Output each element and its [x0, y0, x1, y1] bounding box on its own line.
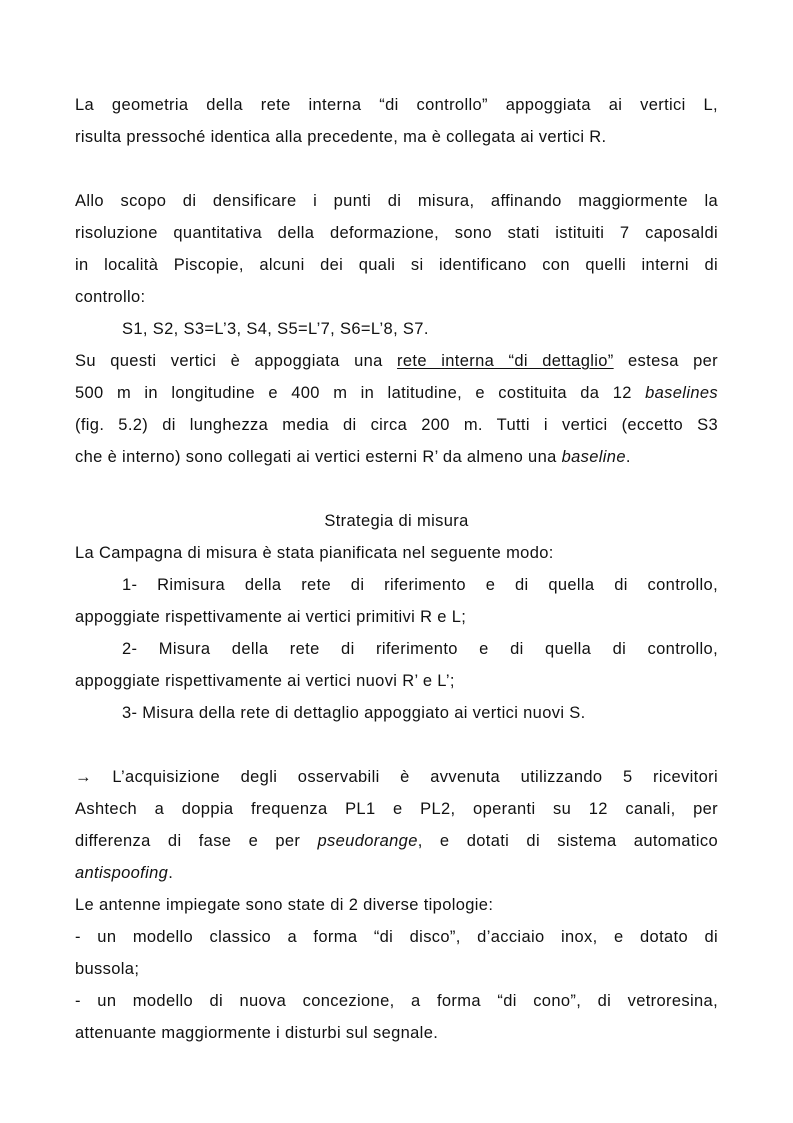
paragraph2-line7: (fig. 5.2) di lunghezza media di circa 200 m. Tutti i vertici (eccetto S3: [75, 416, 718, 434]
section-heading: Strategia di misura: [324, 512, 469, 530]
paragraph3-line1: [75, 761, 718, 793]
list-item-1-line1: 1- Rimisura della rete di riferimento e di quella di controllo,: [122, 576, 718, 594]
paragraph3-line4: [75, 857, 718, 889]
paragraph3-line5: Le antenne impiegate sono state di 2 diverse tipologie:: [75, 896, 494, 914]
list-item-2-line2: appoggiate rispettivamente ai vertici nuovi R’ e L’;: [75, 672, 455, 690]
paragraph2-line8: [75, 441, 718, 473]
detail-network-term: rete interna “di dettaglio”: [397, 352, 614, 370]
paragraph3-line9: attenuante maggiormente i disturbi sul segnale.: [75, 1024, 439, 1042]
vertex-list-line: S1, S2, S3=L’3, S4, S5=L’7, S6=L’8, S7.: [122, 320, 429, 338]
paragraph2-line6: [75, 377, 718, 409]
spacer: [75, 153, 718, 185]
baseline-term: baseline: [561, 448, 626, 466]
spacer: [75, 473, 718, 505]
line1-text: L’acquisizione degli osservabili è avvenuta utilizzando 5 ricevitori: [91, 768, 718, 786]
list-item-3: 3- Misura della rete di dettaglio appoggiato ai vertici nuovi S.: [122, 704, 586, 722]
section-intro: La Campagna di misura è stata pianificata nel seguente modo:: [75, 544, 554, 562]
spacer: [75, 729, 718, 761]
line4-text-after: .: [168, 864, 174, 882]
line3-text-before: differenza di fase e per: [75, 832, 318, 850]
paragraph3-line8: - un modello di nuova concezione, a forma “di cono”, di vetroresina,: [75, 992, 718, 1010]
line8-text-after: .: [625, 448, 631, 466]
paragraph3-line3: [75, 825, 718, 857]
line6-text-before: 500 m in longitudine e 400 m in latitudine, e costituita da 12: [75, 384, 646, 402]
line5-text-before: Su questi vertici è appoggiata una: [75, 352, 398, 370]
antispoofing-term: antispoofing: [75, 864, 169, 882]
paragraph2-line2: risoluzione quantitativa della deformazione, sono stati istituiti 7 caposaldi: [75, 224, 718, 242]
pseudorange-term: pseudorange: [317, 832, 418, 850]
line5-text-after: estesa per: [613, 352, 718, 370]
paragraph2-line3: in località Piscopie, alcuni dei quali si identificano con quelli interni di: [75, 256, 718, 274]
document-page: [75, 89, 718, 1049]
paragraph3-line7: bussola;: [75, 960, 140, 978]
paragraph1-line2: risulta pressoché identica alla precedente, ma è collegata ai vertici R.: [75, 128, 607, 146]
paragraph3-line6: - un modello classico a forma “di disco”, d’acciaio inox, e dotato di: [75, 928, 718, 946]
paragraph2-line5: [75, 345, 718, 377]
paragraph2-line1: Allo scopo di densificare i punti di misura, affinando maggiormente la: [75, 192, 718, 210]
arrow-icon: →: [75, 768, 92, 786]
paragraph1-line1: La geometria della rete interna “di controllo” appoggiata ai vertici L,: [75, 96, 718, 114]
line3-text-after: , e dotati di sistema automatico: [417, 832, 718, 850]
paragraph2-line4: controllo:: [75, 288, 146, 306]
list-item-2-line1: 2- Misura della rete di riferimento e di quella di controllo,: [122, 640, 718, 658]
paragraph3-line2: Ashtech a doppia frequenza PL1 e PL2, operanti su 12 canali, per: [75, 800, 718, 818]
baselines-term: baselines: [645, 384, 718, 402]
line8-text-before: che è interno) sono collegati ai vertici esterni R’ da almeno una: [75, 448, 562, 466]
list-item-1-line2: appoggiate rispettivamente ai vertici primitivi R e L;: [75, 608, 467, 626]
